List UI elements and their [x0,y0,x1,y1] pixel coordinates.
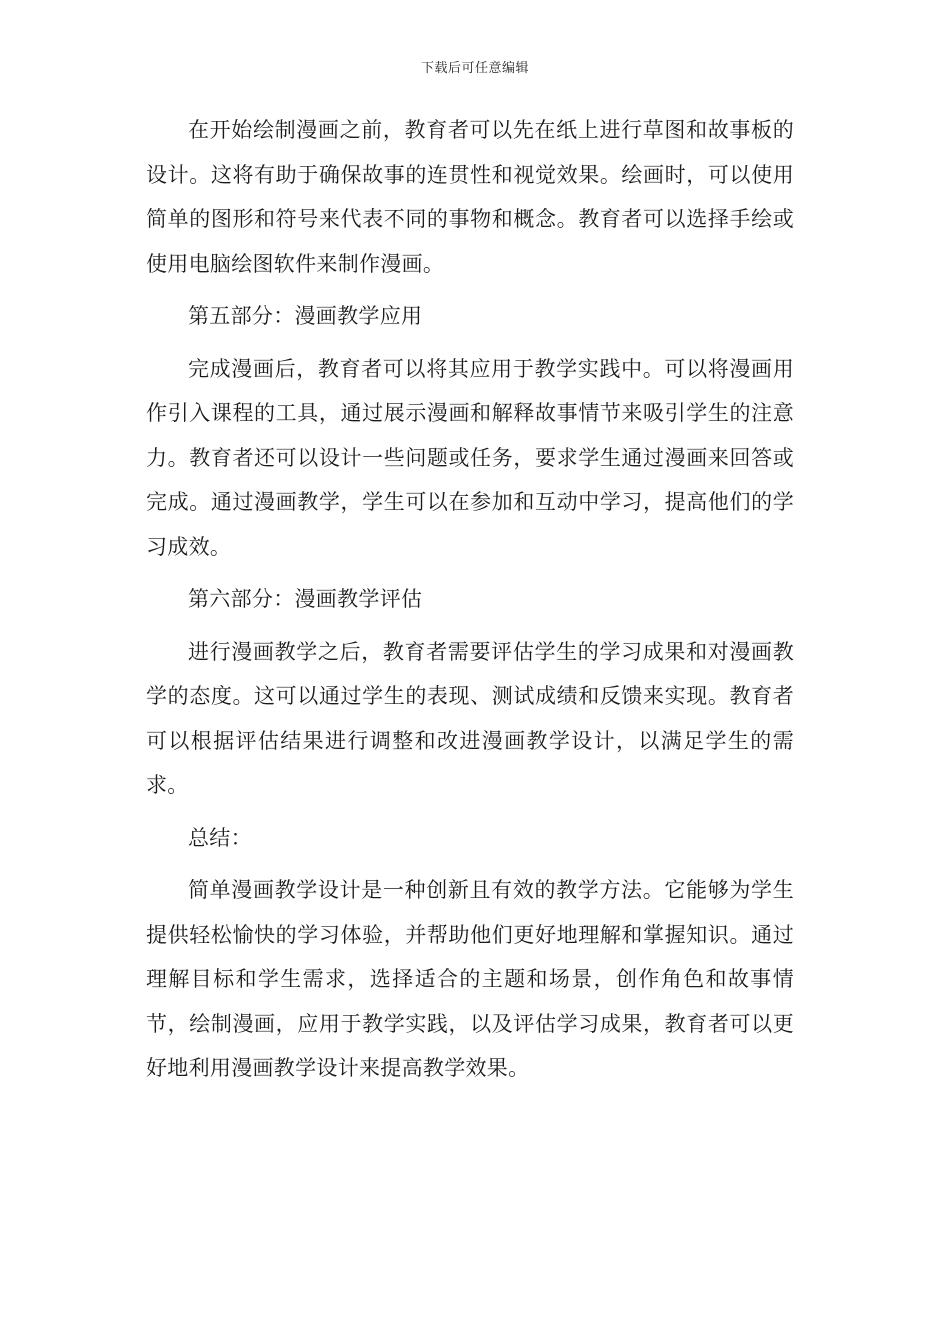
document-body [146,108,794,1099]
paragraph-application: 完成漫画后，教育者可以将其应用于教学实践中。可以将漫画用作引入课程的工具，通过展示漫画和解释故事情节来吸引学生的注意力。教育者还可以设计一些问题或任务，要求学生通过漫画来回答或完成。通过漫画教学，学生可以在参加和互动中学习，提高他们的学习成效。 [146,356,794,559]
paragraph-summary: 简单漫画教学设计是一种创新且有效的教学方法。它能够为学生提供轻松愉快的学习体验，并帮助他们更好地理解和掌握知识。通过理解目标和学生需求，选择适合的主题和场景，创作角色和故事情节，绘制漫画，应用于教学实践，以及评估学习成果，教育者可以更好地利用漫画教学设计来提高教学效果。 [146,878,794,1080]
section-heading-part-six: 第六部分：漫画教学评估 [188,587,423,611]
section-heading-summary: 总结： [188,825,252,850]
section-heading-part-five: 第五部分：漫画教学应用 [188,304,423,328]
page-header: 下载后可任意编辑 [420,61,529,76]
paragraph-evaluation: 进行漫画教学之后，教育者需要评估学生的学习成果和对漫画教学的态度。这可以通过学生的表现、测试成绩和反馈来实现。教育者可以根据评估结果进行调整和改进漫画教学设计，以满足学生的需求。 [146,639,794,797]
paragraph-drawing: 在开始绘制漫画之前，教育者可以先在纸上进行草图和故事板的设计。这将有助于确保故事的连贯性和视觉效果。绘画时，可以使用简单的图形和符号来代表不同的事物和概念。教育者可以选择手绘或使用电脑绘图软件来制作漫画。 [146,118,794,276]
